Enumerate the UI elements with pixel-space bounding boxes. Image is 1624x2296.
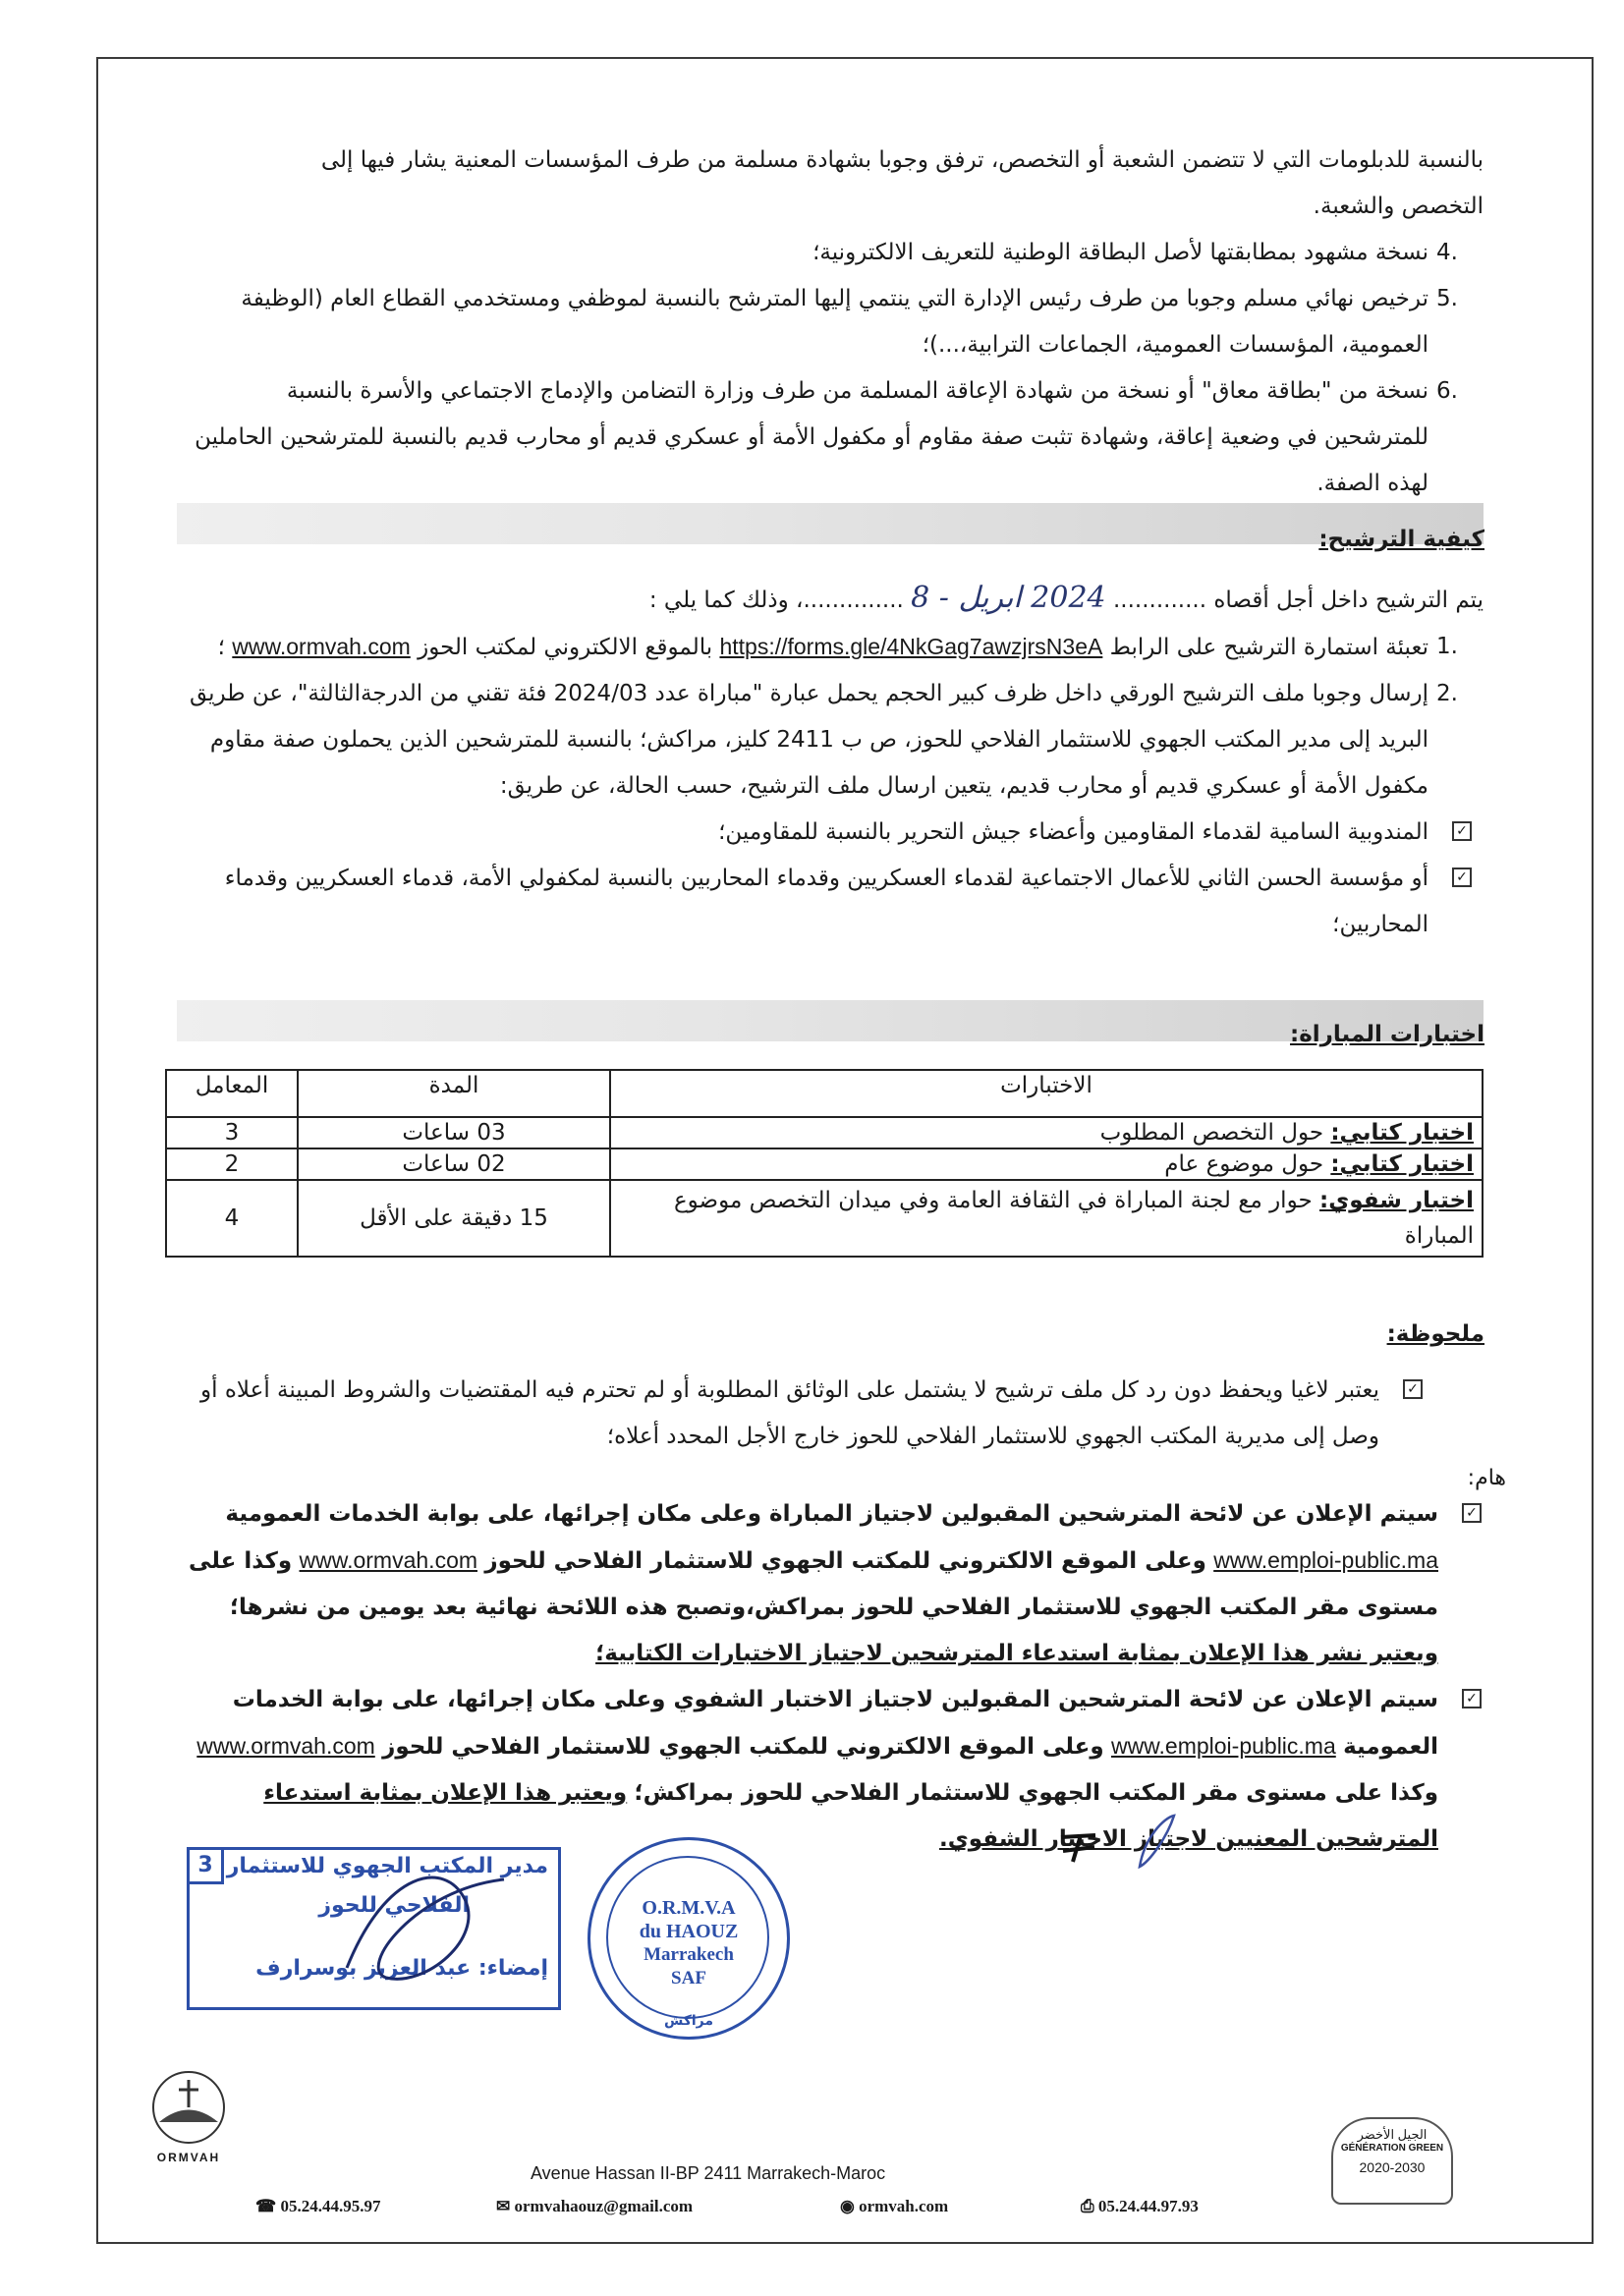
ormvah-site-link[interactable]: www.ormvah.com: [299, 1547, 478, 1573]
note-section: [177, 1368, 1434, 1460]
list-item: 1. تعبئة استمارة الترشيح على الرابط https://forms.gle/4NkGag7awzjrsN3eA بالموقع الالكتروني لمكتب الحوز www.ormvah.com ؛: [217, 634, 1458, 660]
header-duration: المدة: [298, 1070, 610, 1117]
mail-icon: ✉: [496, 2197, 511, 2215]
ormvah-site-link[interactable]: www.ormvah.com: [196, 1733, 375, 1759]
deadline-line: يتم الترشيح داخل أجل أقصاه ............. 2024 ابريل - 8 ..............، وذلك كما يلي :: [648, 581, 1484, 615]
checkbox-item: ✓ سيتم الإعلان عن لائحة المترشحين المقبولين لاجتياز الاختبار الشفوي وعلى مكان إجرائها، على بوابة الخدمات العمومية www.emploi-public.ma وعلى الموقع الالكتروني للمكتب الجهوي للاستثمار الفلاحي للحوز www.ormvah.com وكذا على مستوى مقر المكتب الجهوي للاستثمار الفلاحي للحوز بمراكش؛ ويعتبر هذا الإعلان بمثابة استدعاء المترشحين المعنيين لاجتياز الاختبار الشفوي.: [167, 1677, 1493, 1863]
important-title: هام:: [1467, 1466, 1506, 1490]
section-title-exams: اختبارات المباراة:: [1290, 1022, 1484, 1047]
form-link[interactable]: https://forms.gle/4NkGag7awzjrsN3eA: [719, 634, 1103, 659]
table-row: اختبار شفوي: حوار مع لجنة المباراة في الثقافة العامة وفي ميدان التخصص موضوع المباراة 15 دقيقة على الأقل 4: [166, 1180, 1483, 1257]
round-stamp: O.R.M.V.A du HAOUZ Marrakech SAF مراكش: [588, 1837, 790, 2040]
checkbox-icon: ✓: [1403, 1379, 1423, 1399]
header-coef: المعامل: [166, 1070, 298, 1117]
footer-phone: ☎ 05.24.44.95.97: [255, 2197, 381, 2215]
candidacy-section: [177, 575, 1484, 948]
footer-email: ✉ ormvahaouz@gmail.com: [496, 2197, 694, 2215]
checkbox-icon: ✓: [1452, 868, 1472, 887]
director-stamp: 3 مدير المكتب الجهوي للاستثمار الفلاحي للحوز إمضاء: عبد العزيز بوسرارف: [187, 1847, 561, 2010]
checkbox-icon: ✓: [1462, 1689, 1482, 1708]
list-item: 2. إرسال وجوبا ملف الترشيح الورقي داخل ظرف كبير الحجم يحمل عبارة "مباراة عدد 2024/03 فئة تقني من الدرجةالثالثة"، عن طريق البريد إلى مدير المكتب الجهوي للاستثمار الفلاحي للحوز، ص ب 2411 كليز، مراكش؛ بالنسبة للمترشحين الذين يحملون صفة مقاوم مكفول الأمة أو عسكري قديم أو محارب قديم، يتعين ارسال ملف الترشيح، حسب الحالة، عن طريق:: [189, 681, 1458, 799]
table-row: اختبار كتابي: حول موضوع عام 02 ساعات 2: [166, 1148, 1483, 1180]
section-bar-exams: [177, 1000, 1484, 1041]
important-section: [167, 1491, 1493, 1863]
ormvah-logo-icon: [135, 2068, 243, 2147]
section-title-candidacy: كيفية الترشيح:: [1318, 527, 1484, 552]
footer-fax: ⎙ 05.24.44.97.93: [1081, 2197, 1199, 2215]
stamp-number: 3: [190, 1850, 224, 1884]
fax-icon: ⎙: [1081, 2197, 1094, 2215]
checkbox-item: ✓ المندوبية السامية لقدماء المقاومين وأعضاء جيش التحرير بالنسبة للمقاومين؛: [177, 810, 1484, 856]
checkbox-item: ✓ أو مؤسسة الحسن الثاني للأعمال الاجتماعية لقدماء العسكريين وقدماء المحاربين بالنسبة لمكفولي الأمة، قدماء العسكريين وقدماء المحاربين؛: [177, 856, 1484, 948]
exams-table: [165, 1069, 1484, 1258]
note-title: ملحوظة:: [1386, 1321, 1484, 1347]
diploma-note: بالنسبة للدبلومات التي لا تتضمن الشعبة أو التخصص، ترفق وجوبا بشهادة مسلمة من طرف المؤسسات المعنية يشار فيها إلى: [320, 147, 1484, 173]
signature-scribble: [327, 1850, 524, 2007]
generation-green-logo: الجيل الأخضر GÉNÉRATION GREEN 2020-2030: [1331, 2117, 1453, 2205]
header-tests: الاختبارات: [610, 1070, 1483, 1117]
checkbox-item: ✓ سيتم الإعلان عن لائحة المترشحين المقبولين لاجتياز المباراة وعلى مكان إجرائها، على بوابة الخدمات العمومية www.emploi-public.ma وعلى الموقع الالكتروني للمكتب الجهوي للاستثمار الفلاحي للحوز www.ormvah.com وكذا على مستوى مقر المكتب الجهوي للاستثمار الفلاحي للحوز بمراكش،وتصبح هذه اللائحة نهائية بعد يومين من نشرها؛ ويعتبر نشر هذا الإعلان بمثابة استدعاء المترشحين لاجتياز الاختبارات الكتابية؛: [167, 1491, 1493, 1677]
section-bar-candidacy: [177, 503, 1484, 544]
signature-mark: [1051, 1808, 1189, 1876]
footer-address: Avenue Hassan II-BP 2411 Marrakech-Maroc: [531, 2163, 886, 2183]
list-item: 6. نسخة من "بطاقة معاق" أو نسخة من شهادة الإعاقة المسلمة من طرف وزارة التضامن والإدماج الاجتماعي والأسرة بالنسبة للمترشحين في وضعية إعاقة، وشهادة تثبت صفة مقاوم أو مكفول الأمة أو عسكري قديم أو محارب قديم بالنسبة للمترشحين الحاملين لهذه الصفة.: [195, 378, 1458, 496]
list-item: 4. نسخة مشهود بمطابقتها لأصل البطاقة الوطنية للتعريف الالكترونية؛: [812, 240, 1458, 265]
emploi-public-link[interactable]: www.emploi-public.ma: [1110, 1733, 1336, 1759]
phone-icon: ☎: [255, 2197, 277, 2215]
web-icon: ◉: [840, 2197, 855, 2215]
checkbox-icon: ✓: [1452, 821, 1472, 841]
ormvah-logo: ORMVAH: [130, 2068, 248, 2166]
checkbox-icon: ✓: [1462, 1503, 1482, 1523]
list-item: 5. ترخيص نهائي مسلم وجوبا من طرف رئيس الإدارة التي ينتمي إليها المترشح بالنسبة لموظفي ومستخدمي القطاع العام (الوظيفة العمومية، المؤسسات العمومية، الجماعات الترابية،...)؛: [241, 286, 1458, 358]
emploi-public-link[interactable]: www.emploi-public.ma: [1213, 1547, 1438, 1573]
table-row: اختبار كتابي: حول التخصص المطلوب 03 ساعات 3: [166, 1117, 1483, 1148]
table-header-row: [166, 1070, 1483, 1117]
footer-web: ◉ ormvah.com: [840, 2197, 949, 2215]
handwritten-date: 2024 ابريل - 8: [911, 581, 1106, 615]
diploma-note-end: التخصص والشعبة.: [1313, 194, 1484, 219]
ormvah-site-link[interactable]: www.ormvah.com: [232, 634, 411, 659]
documents-list-continued: [177, 138, 1484, 507]
checkbox-item: ✓ يعتبر لاغيا ويحفظ دون رد كل ملف ترشيح لا يشتمل على الوثائق المطلوبة أو لم تحترم فيه المقتضيات والشروط المبينة أعلاه أو وصل إلى مديرية المكتب الجهوي للاستثمار الفلاحي للحوز خارج الأجل المحدد أعلاه؛: [177, 1368, 1434, 1460]
